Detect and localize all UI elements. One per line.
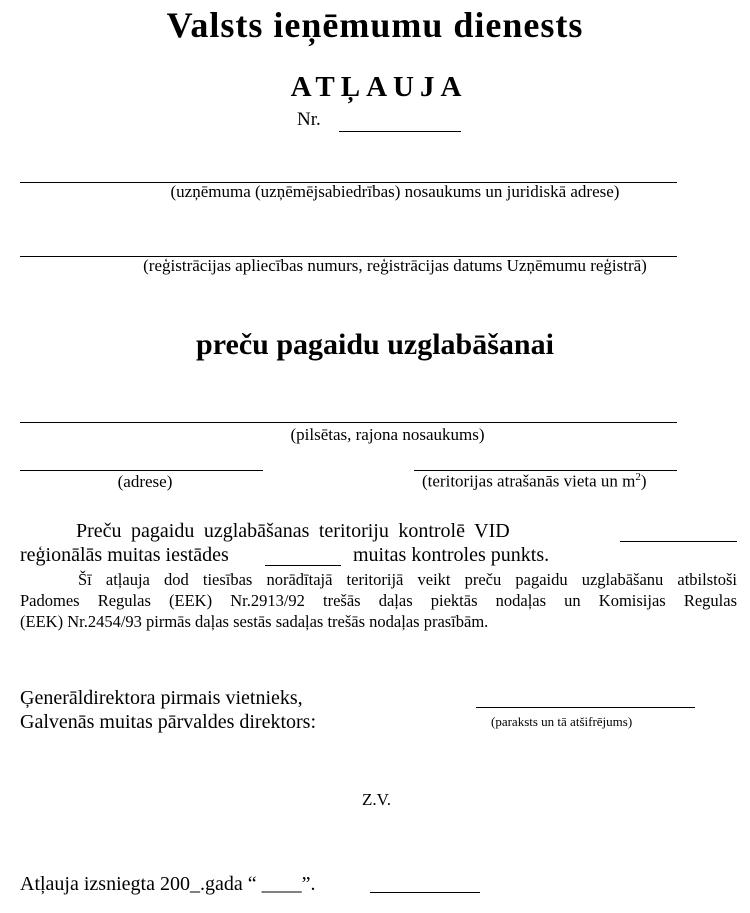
signature-caption: (paraksts un tā atšifrējums) xyxy=(491,714,633,729)
territory-caption: (teritorijas atrašanās vieta un $m^2$) xyxy=(422,471,647,491)
signatory-title-line2: Galvenās muitas pārvaldes direktors: xyxy=(20,711,317,733)
issued-date-text: Atļauja izsniegta 200_.gada “ ____”. xyxy=(20,873,316,895)
city-line xyxy=(20,422,677,423)
para2-line1: Šī atļauja dod tiesības norādītajā teritorijā veikt preču pagaidu uzglabāšanu atbilstoši xyxy=(78,570,737,589)
registration-caption: (reģistrācijas apliecības numurs, reģistrācijas datums Uzņēmumu reģistrā) xyxy=(143,256,647,275)
signature-line xyxy=(476,707,695,708)
company-caption: (uzņēmuma (uzņēmējsabiedrības) nosaukums un juridiskā adrese) xyxy=(170,182,620,201)
para2-line3: (EEK) Nr.2454/93 pirmās daļas sestās sadaļas trešās nodaļas prasībām. xyxy=(20,612,489,631)
para1-line2-end: muitas kontroles punkts. xyxy=(353,544,550,566)
number-label: Nr. xyxy=(297,109,321,130)
city-caption: (pilsētas, rajona nosaukums) xyxy=(290,425,485,444)
signatory-title-line1: Ģenerāldirektora pirmais vietnieks, xyxy=(20,687,303,709)
document-type-heading: ATĻAUJA xyxy=(290,71,468,103)
para1-line1: Preču pagaidu uzglabāšanas teritoriju kontrolē VID xyxy=(76,520,510,542)
address-caption: (adrese) xyxy=(117,472,173,491)
para2-line2: Padomes Regulas (EEK) Nr.2913/92 trešās daļas piektās nodaļas un Komisijas Regulas xyxy=(20,591,737,610)
number-blank-line xyxy=(339,131,461,132)
vid-blank-line xyxy=(620,541,737,542)
stamp-place-label: Z.V. xyxy=(362,790,391,809)
agency-title: Valsts ieņēmumu dienests xyxy=(166,5,584,45)
purpose-heading: preču pagaidu uzglabāšanai xyxy=(196,328,554,361)
address-line xyxy=(20,470,263,471)
office-blank-line xyxy=(265,565,341,566)
para1-line2-start: reģionālās muitas iestādes xyxy=(20,544,229,566)
issued-blank-line xyxy=(370,892,480,893)
